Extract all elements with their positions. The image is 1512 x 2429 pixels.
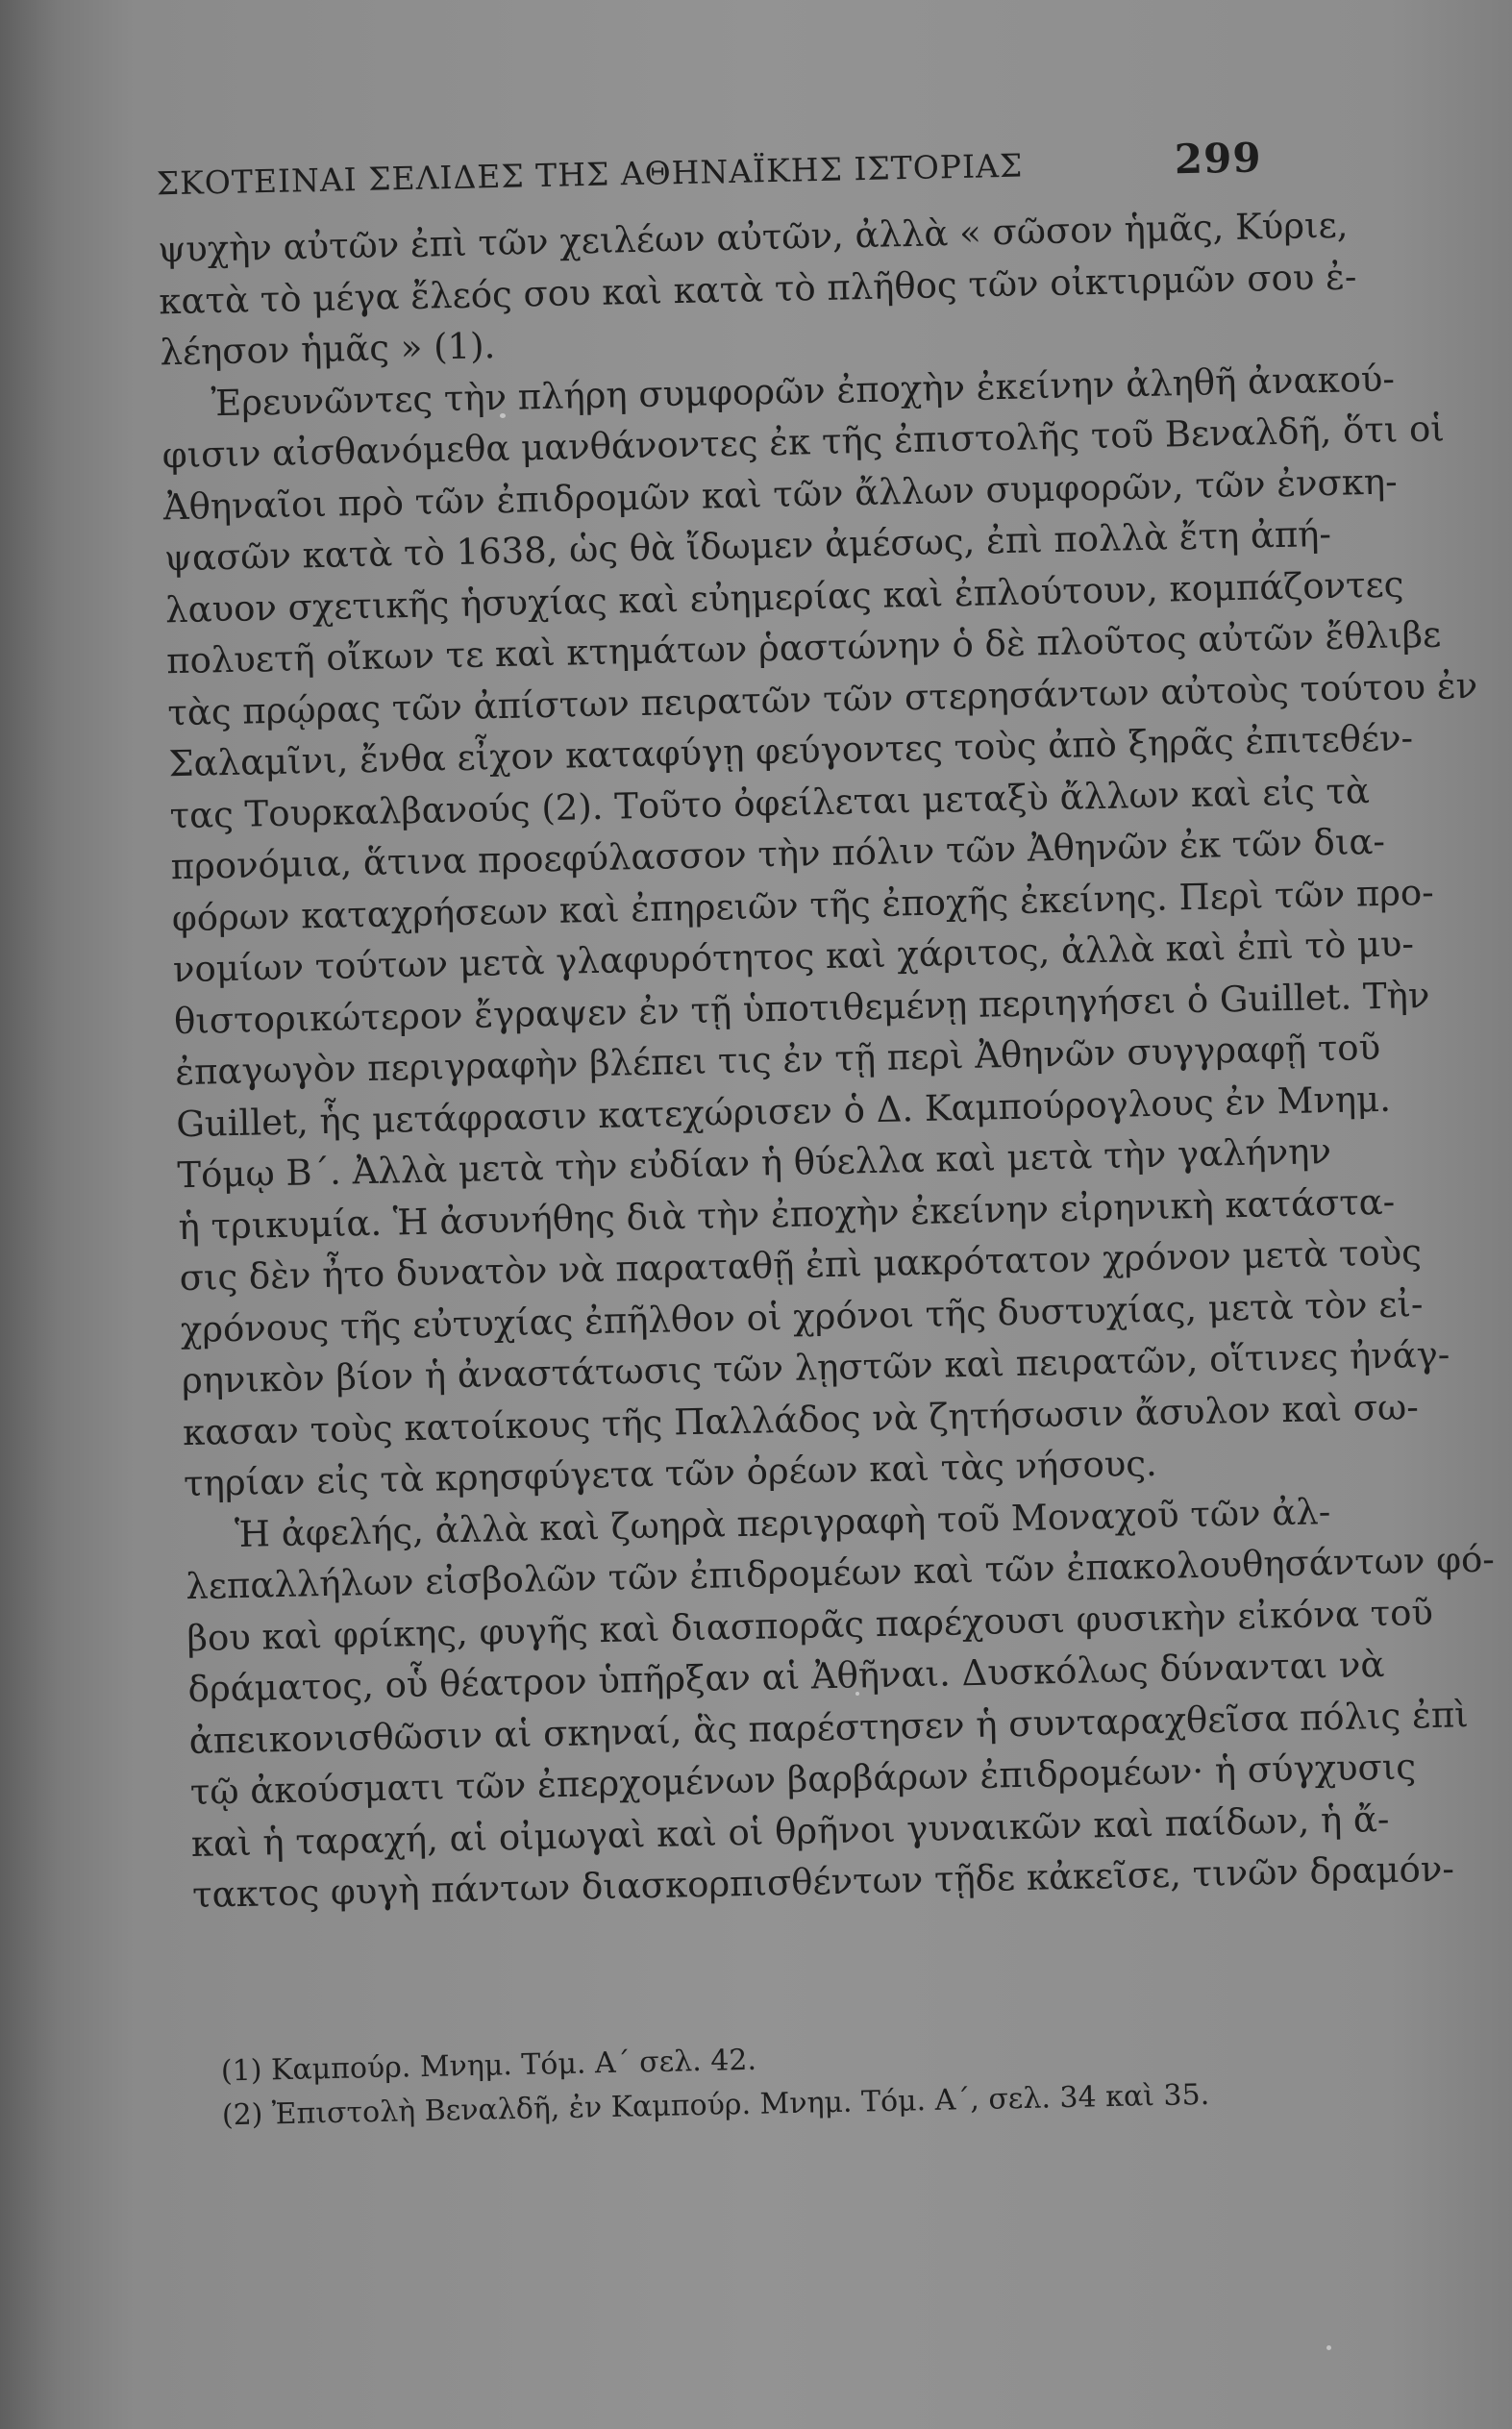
text-line: τὰς πρῴρας τῶν ἀπίστων πειρατῶν τῶν στερησάντων αὐτοὺς τούτου ἐν — [166, 664, 1478, 733]
text-line: προνόμια, ἅτινα προεφύλασσον τὴν πόλιν τῶν Ἀθηνῶν ἐκ τῶν δια- — [170, 820, 1386, 888]
text-line: τηρίαν εἰς τὰ κρησφύγετα τῶν ὀρέων καὶ τὰς νήσους. — [183, 1442, 1158, 1505]
running-header — [156, 134, 1262, 204]
text-line: κασαν τοὺς κατοίκους τῆς Παλλάδος νὰ ζητήσωσιν ἄσυλον καὶ σω- — [182, 1385, 1420, 1453]
footnote-1: (1) Καμπούρ. Μνημ. Τόμ. Α΄ σελ. 42. — [220, 2043, 757, 2089]
text-line: Σαλαμῖνι, ἔνθα εἶχον καταφύγῃ φεύγοντες τοὺς ἀπὸ ξηρᾶς ἐπιτεθέν- — [168, 717, 1414, 785]
text-line: ψυχὴν αὐτῶν ἐπὶ τῶν χειλέων αὐτῶν, ἀλλὰ « σῶσον ἡμᾶς, Κύριε, — [157, 204, 1349, 271]
text-line: σις δὲν ἦτο δυνατὸν νὰ παραταθῇ ἐπὶ μακρότατον χρόνον μετὰ τοὺς — [179, 1231, 1423, 1300]
running-title: ΣΚΟΤΕΙΝΑΙ ΣΕΛΙΔΕΣ ΤΗΣ ΑΘΗΝΑΪΚΗΣ ΙΣΤΟΡΙΑΣ — [156, 146, 1024, 203]
text-line: πολυετῆ οἴκων τε καὶ κτημάτων ῥαστώνην ὁ δὲ πλοῦτος αὐτῶν ἔθλιβε — [165, 613, 1442, 682]
text-line: θιστορικώτερον ἔγραψεν ἐν τῇ ὑποτιθεμένῃ περιηγήσει ὁ Guillet. Τὴν — [173, 974, 1430, 1042]
text-line: λέησον ἡμᾶς » (1). — [160, 325, 496, 374]
text-line: Guillet, ἧς μετάφρασιν κατεχώρισεν ὁ Δ. Καμπούρογλους ἐν Μνημ. — [175, 1078, 1392, 1145]
text-line: καὶ ἡ ταραχή, αἱ οἰμωγαὶ καὶ οἱ θρῆνοι γυναικῶν καὶ παίδων, ἡ ἄ- — [190, 1797, 1390, 1865]
text-line: δράματος, οὗ θέατρον ὑπῆρξαν αἱ Ἀθῆναι. Δυσκόλως δύνανται νὰ — [187, 1644, 1385, 1711]
paragraph-start-line: Ἡ ἀφελής, ἀλλὰ καὶ ζωηρὰ περιγραφὴ τοῦ Μοναχοῦ τῶν ἀλ- — [234, 1490, 1331, 1555]
footnotes — [221, 2028, 1261, 2139]
text-line: ψασῶν κατὰ τὸ 1638, ὡς θὰ ἴδωμεν ἀμέσως, ἐπὶ πολλὰ ἔτη ἀπή- — [163, 512, 1332, 580]
text-line: τῷ ἀκούσματι τῶν ἐπερχομένων βαρβάρων ἐπιδρομέων· ἡ σύγχυσις — [189, 1746, 1417, 1814]
text-line: χρόνους τῆς εὐτυχίας ἐπῆλθον οἱ χρόνοι τῆς δυστυχίας, μετὰ τὸν εἰ- — [180, 1282, 1424, 1351]
paragraph-start-line: Ἐρευνῶντες τὴν πλήρη συμφορῶν ἐποχὴν ἐκείνην ἀληθῆ ἀνακού- — [211, 357, 1396, 424]
text-line: ἡ τρικυμία. Ἡ ἀσυνήθης διὰ τὴν ἐποχὴν ἐκείνην εἰρηνικὴ κατάστα- — [178, 1180, 1396, 1248]
text-line: νομίων τούτων μετὰ γλαφυρότητος καὶ χάριτος, ἀλλὰ καὶ ἐπὶ τὸ μυ- — [172, 923, 1415, 991]
text-line: φισιν αἰσθανόμεθα μανθάνοντες ἐκ τῆς ἐπιστολῆς τοῦ Βεναλδῆ, ὅτι οἱ — [161, 408, 1446, 477]
text-line: κατὰ τὸ μέγα ἔλεός σου καὶ κατὰ τὸ πλῆθος τῶν οἰκτιρμῶν σου ἐ- — [158, 255, 1357, 322]
text-line: βου καὶ φρίκης, φυγῆς καὶ διασπορᾶς παρέχουσι φυσικὴν εἰκόνα τοῦ — [186, 1591, 1434, 1659]
text-line: ρηνικὸν βίον ἡ ἀναστάτωσις τῶν λῃστῶν καὶ πειρατῶν, οἵτινες ἠνάγ- — [181, 1333, 1450, 1402]
footnote-2: (2) Ἐπιστολὴ Βεναλδῆ, ἐν Καμπούρ. Μνημ. Τόμ. Α΄, σελ. 34 καὶ 35. — [221, 2077, 1210, 2133]
text-line: Ἀθηναῖοι πρὸ τῶν ἐπιδρομῶν καὶ τῶν ἄλλων συμφορῶν, τῶν ἐνσκη- — [162, 459, 1399, 528]
text-line: λαυον σχετικῆς ἡσυχίας καὶ εὐημερίας καὶ ἐπλούτουν, κομπάζοντες — [164, 562, 1404, 631]
text-line: τας Τουρκαλβανούς (2). Τοῦτο ὀφείλεται μεταξὺ ἄλλων καὶ εἰς τὰ — [169, 769, 1371, 836]
text-line: τακτος φυγὴ πάντων διασκορπισθέντων τῇδε κἀκεῖσε, τινῶν δραμόν- — [191, 1847, 1455, 1917]
text-line: φόρων καταχρήσεων καὶ ἐπηρειῶν τῆς ἐποχῆς ἐκείνης. Περὶ τῶν προ- — [171, 871, 1435, 939]
book-page — [120, 92, 1496, 2387]
text-line: ἐπαγωγὸν περιγραφὴν βλέπει τις ἐν τῇ περὶ Ἀθηνῶν συγγραφῇ τοῦ — [174, 1026, 1381, 1094]
body-text — [157, 201, 1496, 1921]
text-line: ἀπεικονισθῶσιν αἱ σκηναί, ἃς παρέστησεν ἡ συνταραχθεῖσα πόλις ἐπὶ — [188, 1693, 1470, 1762]
text-line: Τόμῳ Β΄. Ἀλλὰ μετὰ τὴν εὐδίαν ἡ θύελλα καὶ μετὰ τὴν γαλήνην — [177, 1130, 1332, 1197]
page-number: 299 — [1174, 134, 1263, 184]
text-line: λεπαλλήλων εἰσβολῶν τῶν ἐπιδρομέων καὶ τῶν ἐπακολουθησάντων φό- — [185, 1538, 1496, 1608]
